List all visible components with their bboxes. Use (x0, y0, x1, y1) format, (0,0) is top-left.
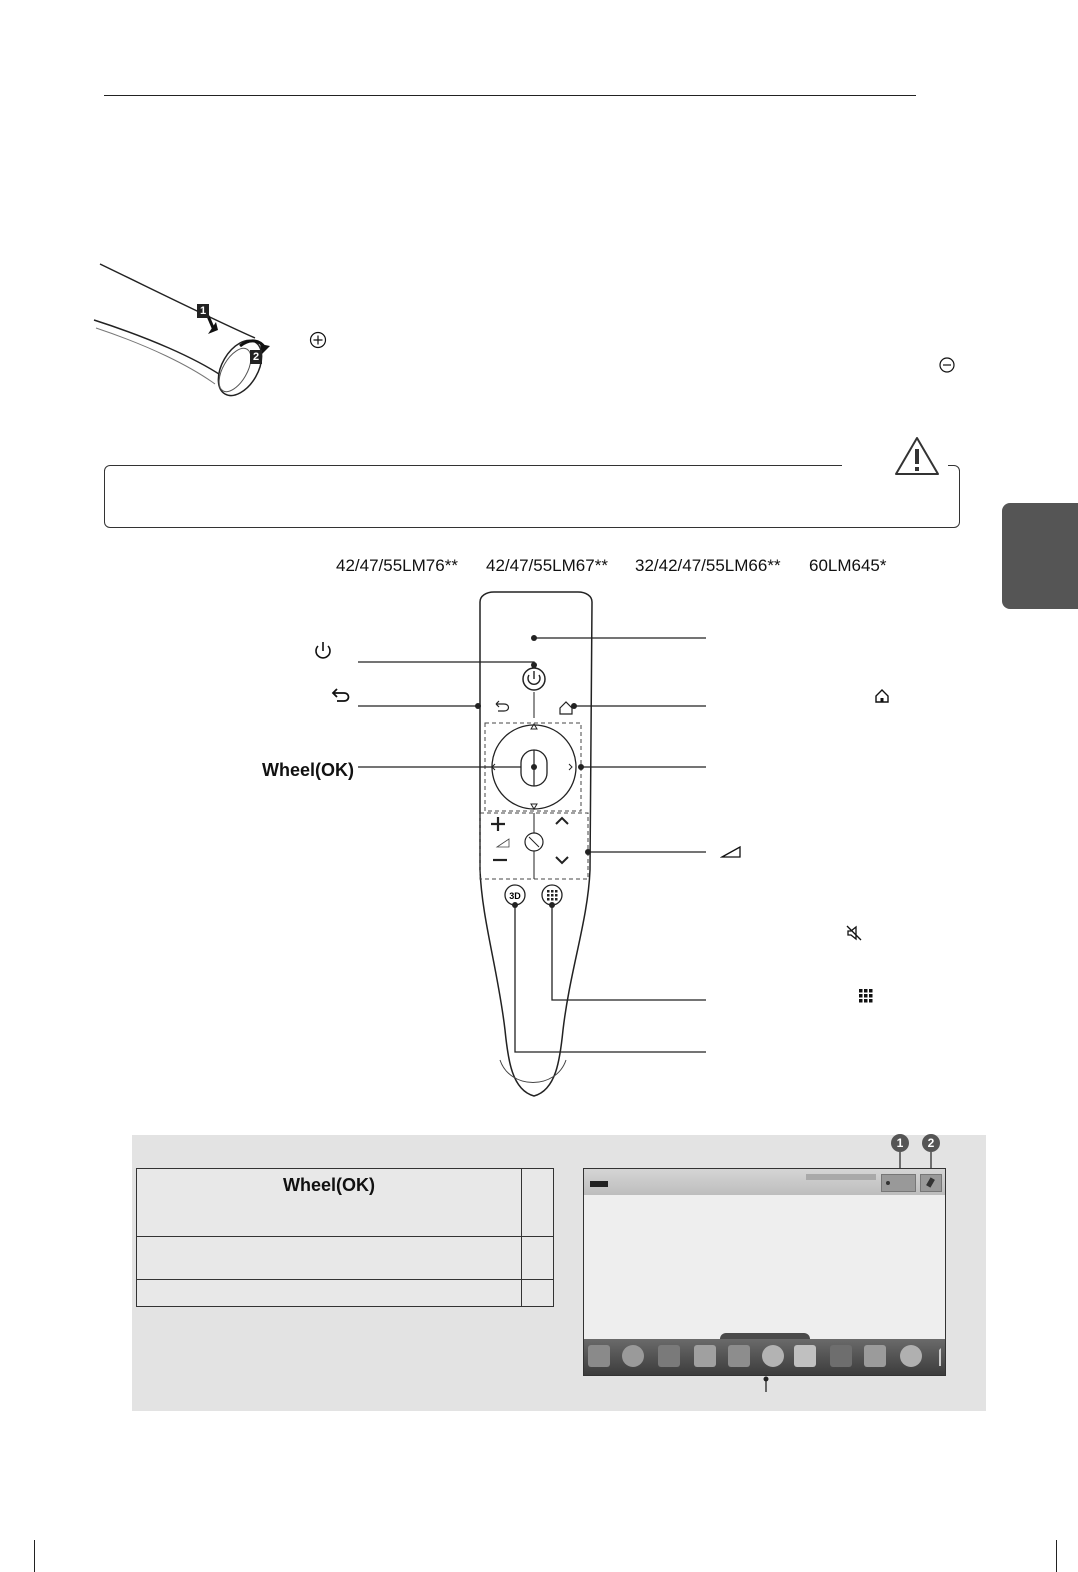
remote-indicator-icon (920, 1174, 942, 1192)
step-2-badge: 2 (250, 350, 262, 364)
svg-text:3D: 3D (509, 891, 521, 901)
table-row (137, 1236, 553, 1280)
wheel-ok-label: Wheel(OK) (262, 760, 354, 780)
screen-info-bar (806, 1174, 876, 1180)
model-1: 42/47/55LM76** (336, 556, 458, 575)
app-icon[interactable] (794, 1345, 816, 1367)
app-icon[interactable] (658, 1345, 680, 1367)
table-header: Wheel(OK) (283, 1175, 375, 1195)
table-row (137, 1169, 553, 1237)
caution-box (104, 465, 960, 528)
next-arrow-icon[interactable] (931, 1348, 941, 1366)
plus-icon (309, 331, 327, 349)
header-rule (104, 95, 916, 96)
app-icon[interactable] (728, 1345, 750, 1367)
app-icon[interactable] (588, 1345, 610, 1367)
callout-1: 1 (891, 1134, 909, 1152)
battery-cover-illustration (90, 258, 290, 408)
app-icon[interactable] (900, 1345, 922, 1367)
volume-icon (720, 845, 742, 859)
back-icon (331, 688, 351, 704)
more-icon (858, 988, 874, 1004)
app-icon[interactable] (864, 1345, 886, 1367)
screen-top-bar (584, 1169, 945, 1195)
crop-mark (34, 1540, 35, 1572)
model-2: 42/47/55LM67** (486, 556, 608, 575)
launcher-bar (584, 1339, 945, 1375)
magic-remote-diagram (0, 590, 1078, 1110)
launcher-leader (760, 1376, 772, 1392)
home-icon (874, 689, 890, 703)
app-icon[interactable] (694, 1345, 716, 1367)
app-icon[interactable] (830, 1345, 852, 1367)
callout-2: 2 (922, 1134, 940, 1152)
pointer-table (136, 1168, 554, 1307)
power-icon (313, 641, 333, 661)
model-4: 60LM645* (809, 556, 887, 575)
model-3: 32/42/47/55LM66** (635, 556, 781, 575)
app-icon[interactable] (762, 1345, 784, 1367)
app-icon[interactable] (622, 1345, 644, 1367)
warning-icon (893, 435, 941, 477)
mute-icon (845, 924, 863, 942)
step-1-badge: 1 (197, 304, 209, 318)
minus-icon (938, 356, 956, 374)
tv-screen-mock (583, 1168, 946, 1376)
status-indicator (881, 1174, 916, 1192)
screen-title-mark (590, 1181, 608, 1187)
crop-mark (1056, 1540, 1057, 1572)
